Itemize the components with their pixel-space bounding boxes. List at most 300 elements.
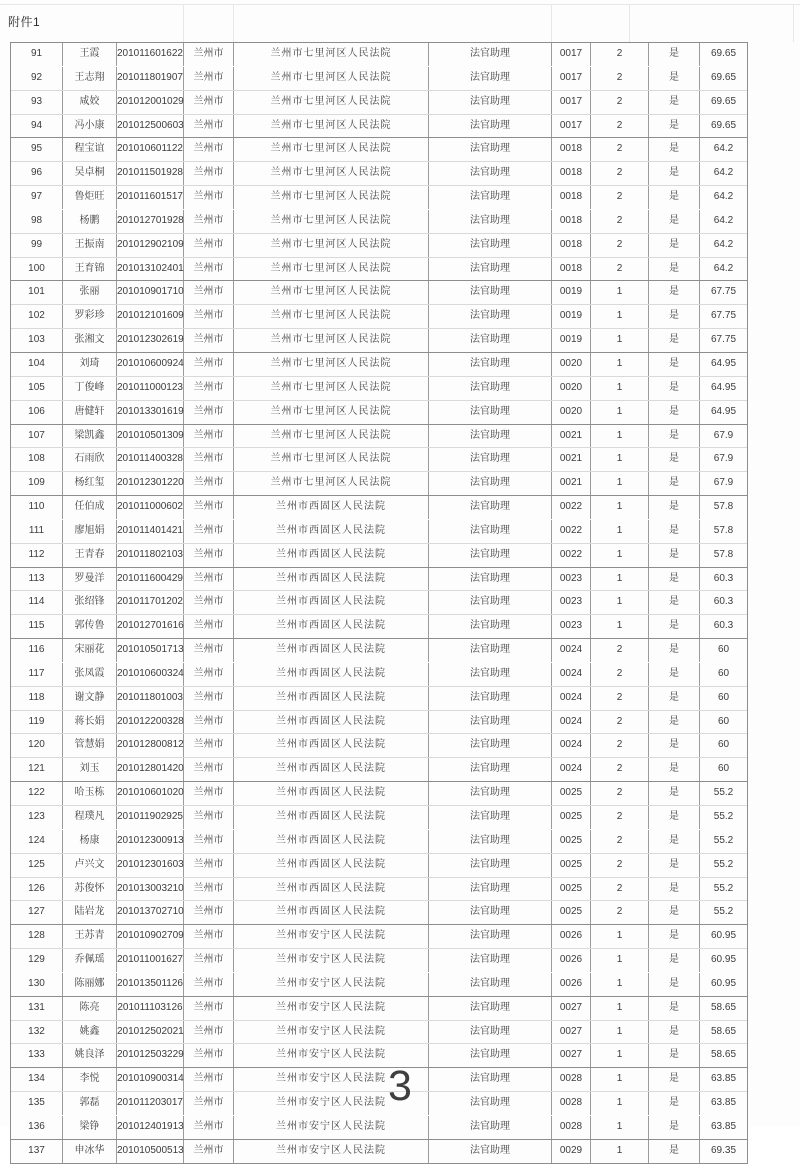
name-cell: 鲁炬旺 xyxy=(63,186,117,209)
interview-flag-cell: 是 xyxy=(649,43,700,66)
interview-flag-cell: 是 xyxy=(649,687,700,710)
exam-number-cell: 201012800812 xyxy=(117,734,184,757)
exam-number-cell: 201011802103 xyxy=(117,544,184,567)
name-cell: 郭传鲁 xyxy=(63,615,117,638)
score-cell: 67.75 xyxy=(710,310,737,322)
openings-cell: 2 xyxy=(591,115,649,138)
score-cell: 69.65 xyxy=(710,71,737,83)
score-cell: 60.3 xyxy=(713,620,734,632)
table-row xyxy=(11,781,747,805)
interview-flag-cell: 是 xyxy=(649,711,700,734)
court-cell: 兰州市西固区人民法院 xyxy=(234,854,429,877)
table-row xyxy=(11,638,747,662)
job-code-cell: 0018 xyxy=(552,162,591,185)
job-code-cell: 0023 xyxy=(552,591,591,614)
row-number-cell: 104 xyxy=(11,353,63,376)
court-cell: 兰州市安宁区人民法院 xyxy=(234,1116,429,1139)
interview-flag-cell: 是 xyxy=(649,401,700,424)
interview-flag-cell: 是 xyxy=(649,782,700,805)
score-cell: 64.95 xyxy=(710,357,737,369)
row-number-cell: 91 xyxy=(11,43,63,66)
city-cell: 兰州市 xyxy=(184,973,234,996)
job-code-cell: 0024 xyxy=(552,663,591,686)
position-cell: 法官助理 xyxy=(429,162,552,185)
openings-cell: 2 xyxy=(591,806,649,829)
exam-number-cell: 201012503229 xyxy=(117,1044,184,1067)
row-number-cell: 92 xyxy=(11,67,63,90)
openings-cell: 1 xyxy=(591,472,649,495)
job-code-cell: 0027 xyxy=(552,1021,591,1044)
interview-flag-cell: 是 xyxy=(649,758,700,781)
table-row xyxy=(11,805,747,829)
position-cell: 法官助理 xyxy=(429,568,552,591)
city-cell: 兰州市 xyxy=(184,1140,234,1163)
city-cell: 兰州市 xyxy=(184,1068,234,1091)
row-number-cell: 134 xyxy=(11,1068,63,1091)
interview-flag-cell: 是 xyxy=(649,1021,700,1044)
city-cell: 兰州市 xyxy=(184,854,234,877)
row-number-cell: 133 xyxy=(11,1044,63,1067)
openings-cell: 1 xyxy=(591,496,649,519)
city-cell: 兰州市 xyxy=(184,91,234,114)
score-cell: 67.9 xyxy=(713,429,734,441)
exam-number-cell: 201011501928 xyxy=(117,162,184,185)
exam-number-cell: 201010601020 xyxy=(117,782,184,805)
position-cell: 法官助理 xyxy=(429,425,552,448)
row-number-cell: 102 xyxy=(11,305,63,328)
openings-cell: 1 xyxy=(591,973,649,996)
position-cell: 法官助理 xyxy=(429,830,552,853)
table-row xyxy=(11,114,747,138)
position-cell: 法官助理 xyxy=(429,448,552,471)
court-cell: 兰州市西固区人民法院 xyxy=(234,663,429,686)
job-code-cell: 0026 xyxy=(552,925,591,948)
exam-number-cell: 201012301220 xyxy=(117,472,184,495)
job-code-cell: 0028 xyxy=(552,1092,591,1115)
court-cell: 兰州市七里河区人民法院 xyxy=(234,353,429,376)
name-cell: 乔佩瑶 xyxy=(63,949,117,972)
openings-cell: 2 xyxy=(591,91,649,114)
openings-cell: 2 xyxy=(591,234,649,257)
table-row xyxy=(11,662,747,686)
table-row xyxy=(11,543,747,567)
city-cell: 兰州市 xyxy=(184,281,234,304)
city-cell: 兰州市 xyxy=(184,496,234,519)
openings-cell: 1 xyxy=(591,1116,649,1139)
position-cell: 法官助理 xyxy=(429,782,552,805)
exam-number-cell: 201011801003 xyxy=(117,687,184,710)
position-cell: 法官助理 xyxy=(429,305,552,328)
city-cell: 兰州市 xyxy=(184,878,234,901)
position-cell: 法官助理 xyxy=(429,901,552,924)
city-cell: 兰州市 xyxy=(184,520,234,543)
job-code-cell: 0018 xyxy=(552,210,591,233)
job-code-cell: 0026 xyxy=(552,949,591,972)
row-number-cell: 113 xyxy=(11,568,63,591)
openings-cell: 1 xyxy=(591,568,649,591)
name-cell: 杨鹏 xyxy=(63,210,117,233)
table-row xyxy=(11,733,747,757)
openings-cell: 1 xyxy=(591,1140,649,1163)
name-cell: 唐健轩 xyxy=(63,401,117,424)
interview-flag-cell: 是 xyxy=(649,115,700,138)
position-cell: 法官助理 xyxy=(429,711,552,734)
openings-cell: 2 xyxy=(591,258,649,281)
table-row xyxy=(11,233,747,257)
table-row xyxy=(11,1043,747,1067)
position-cell: 法官助理 xyxy=(429,91,552,114)
table-row xyxy=(11,257,747,281)
openings-cell: 1 xyxy=(591,544,649,567)
table-row xyxy=(11,853,747,877)
court-cell: 兰州市西固区人民法院 xyxy=(234,734,429,757)
interview-flag-cell: 是 xyxy=(649,901,700,924)
job-code-cell: 0024 xyxy=(552,639,591,662)
table-row xyxy=(11,495,747,519)
row-number-cell: 137 xyxy=(11,1140,63,1163)
court-cell: 兰州市西固区人民法院 xyxy=(234,520,429,543)
table-row xyxy=(11,829,747,853)
score-cell: 55.2 xyxy=(713,787,734,799)
score-cell: 58.65 xyxy=(710,1001,737,1013)
position-cell: 法官助理 xyxy=(429,353,552,376)
table-row xyxy=(11,400,747,424)
row-number-cell: 135 xyxy=(11,1092,63,1115)
row-number-cell: 94 xyxy=(11,115,63,138)
court-cell: 兰州市安宁区人民法院 xyxy=(234,1140,429,1163)
openings-cell: 1 xyxy=(591,353,649,376)
exam-results-table xyxy=(10,42,748,1164)
job-code-cell: 0026 xyxy=(552,973,591,996)
court-cell: 兰州市七里河区人民法院 xyxy=(234,258,429,281)
openings-cell: 2 xyxy=(591,162,649,185)
table-row xyxy=(11,948,747,972)
court-cell: 兰州市七里河区人民法院 xyxy=(234,91,429,114)
interview-flag-cell: 是 xyxy=(649,854,700,877)
court-cell: 兰州市七里河区人民法院 xyxy=(234,115,429,138)
name-cell: 张绍锋 xyxy=(63,591,117,614)
job-code-cell: 0028 xyxy=(552,1068,591,1091)
score-cell: 60 xyxy=(717,763,730,775)
table-row xyxy=(11,686,747,710)
exam-number-cell: 201011701202 xyxy=(117,591,184,614)
name-cell: 廖旭娟 xyxy=(63,520,117,543)
exam-number-cell: 201012701616 xyxy=(117,615,184,638)
name-cell: 宋丽花 xyxy=(63,639,117,662)
openings-cell: 2 xyxy=(591,901,649,924)
interview-flag-cell: 是 xyxy=(649,734,700,757)
row-number-cell: 124 xyxy=(11,830,63,853)
name-cell: 陈丽娜 xyxy=(63,973,117,996)
position-cell: 法官助理 xyxy=(429,854,552,877)
openings-cell: 1 xyxy=(591,615,649,638)
name-cell: 姚良泽 xyxy=(63,1044,117,1067)
exam-number-cell: 201012701928 xyxy=(117,210,184,233)
city-cell: 兰州市 xyxy=(184,1044,234,1067)
score-cell: 55.2 xyxy=(713,858,734,870)
openings-cell: 2 xyxy=(591,758,649,781)
exam-number-cell: 201011103126 xyxy=(117,997,184,1020)
interview-flag-cell: 是 xyxy=(649,591,700,614)
score-cell: 60.3 xyxy=(713,596,734,608)
table-row xyxy=(11,328,747,352)
name-cell: 梁凯鑫 xyxy=(63,425,117,448)
table-row xyxy=(11,424,747,448)
exam-number-cell: 201012902109 xyxy=(117,234,184,257)
court-cell: 兰州市西固区人民法院 xyxy=(234,806,429,829)
openings-cell: 2 xyxy=(591,43,649,66)
name-cell: 丁俊峰 xyxy=(63,377,117,400)
interview-flag-cell: 是 xyxy=(649,1140,700,1163)
job-code-cell: 0023 xyxy=(552,568,591,591)
position-cell: 法官助理 xyxy=(429,496,552,519)
job-code-cell: 0017 xyxy=(552,67,591,90)
exam-number-cell: 201011203017 xyxy=(117,1092,184,1115)
exam-number-cell: 201013102401 xyxy=(117,258,184,281)
position-cell: 法官助理 xyxy=(429,949,552,972)
interview-flag-cell: 是 xyxy=(649,973,700,996)
score-cell: 63.85 xyxy=(710,1120,737,1132)
court-cell: 兰州市七里河区人民法院 xyxy=(234,43,429,66)
exam-number-cell: 201013301619 xyxy=(117,401,184,424)
position-cell: 法官助理 xyxy=(429,1021,552,1044)
openings-cell: 2 xyxy=(591,186,649,209)
openings-cell: 1 xyxy=(591,281,649,304)
row-number-cell: 110 xyxy=(11,496,63,519)
row-number-cell: 117 xyxy=(11,663,63,686)
position-cell: 法官助理 xyxy=(429,520,552,543)
name-cell: 刘玉 xyxy=(63,758,117,781)
exam-number-cell: 201011000602 xyxy=(117,496,184,519)
city-cell: 兰州市 xyxy=(184,186,234,209)
openings-cell: 2 xyxy=(591,663,649,686)
interview-flag-cell: 是 xyxy=(649,305,700,328)
city-cell: 兰州市 xyxy=(184,115,234,138)
job-code-cell: 0018 xyxy=(552,138,591,161)
table-row xyxy=(11,710,747,734)
openings-cell: 2 xyxy=(591,878,649,901)
grid-line-horizontal xyxy=(0,4,800,5)
row-number-cell: 97 xyxy=(11,186,63,209)
court-cell: 兰州市西固区人民法院 xyxy=(234,711,429,734)
position-cell: 法官助理 xyxy=(429,1044,552,1067)
grid-line-vertical xyxy=(183,5,184,42)
position-cell: 法官助理 xyxy=(429,377,552,400)
table-row xyxy=(11,519,747,543)
exam-number-cell: 201013501126 xyxy=(117,973,184,996)
court-cell: 兰州市安宁区人民法院 xyxy=(234,1092,429,1115)
interview-flag-cell: 是 xyxy=(649,353,700,376)
interview-flag-cell: 是 xyxy=(649,568,700,591)
table-row xyxy=(11,972,747,996)
name-cell: 申冰华 xyxy=(63,1140,117,1163)
court-cell: 兰州市西固区人民法院 xyxy=(234,568,429,591)
interview-flag-cell: 是 xyxy=(649,830,700,853)
job-code-cell: 0025 xyxy=(552,782,591,805)
interview-flag-cell: 是 xyxy=(649,520,700,543)
exam-number-cell: 201010500513 xyxy=(117,1140,184,1163)
court-cell: 兰州市西固区人民法院 xyxy=(234,615,429,638)
interview-flag-cell: 是 xyxy=(649,138,700,161)
position-cell: 法官助理 xyxy=(429,138,552,161)
court-cell: 兰州市安宁区人民法院 xyxy=(234,925,429,948)
position-cell: 法官助理 xyxy=(429,997,552,1020)
interview-flag-cell: 是 xyxy=(649,806,700,829)
name-cell: 杨康 xyxy=(63,830,117,853)
job-code-cell: 0018 xyxy=(552,258,591,281)
job-code-cell: 0019 xyxy=(552,305,591,328)
job-code-cell: 0024 xyxy=(552,758,591,781)
name-cell: 杨红玺 xyxy=(63,472,117,495)
name-cell: 哈玉栋 xyxy=(63,782,117,805)
table-row xyxy=(11,1067,747,1091)
job-code-cell: 0025 xyxy=(552,901,591,924)
position-cell: 法官助理 xyxy=(429,329,552,352)
table-row xyxy=(11,90,747,114)
row-number-cell: 123 xyxy=(11,806,63,829)
score-cell: 64.95 xyxy=(710,381,737,393)
name-cell: 罗彩珍 xyxy=(63,305,117,328)
openings-cell: 1 xyxy=(591,997,649,1020)
interview-flag-cell: 是 xyxy=(649,67,700,90)
table-row xyxy=(11,280,747,304)
exam-number-cell: 201011600429 xyxy=(117,568,184,591)
row-number-cell: 129 xyxy=(11,949,63,972)
name-cell: 陈亮 xyxy=(63,997,117,1020)
court-cell: 兰州市西固区人民法院 xyxy=(234,758,429,781)
city-cell: 兰州市 xyxy=(184,234,234,257)
row-number-cell: 128 xyxy=(11,925,63,948)
interview-flag-cell: 是 xyxy=(649,663,700,686)
city-cell: 兰州市 xyxy=(184,949,234,972)
table-row xyxy=(11,447,747,471)
court-cell: 兰州市西固区人民法院 xyxy=(234,687,429,710)
name-cell: 石雨欣 xyxy=(63,448,117,471)
name-cell: 梁铮 xyxy=(63,1116,117,1139)
exam-number-cell: 201010501713 xyxy=(117,639,184,662)
position-cell: 法官助理 xyxy=(429,1092,552,1115)
row-number-cell: 111 xyxy=(11,520,63,543)
job-code-cell: 0024 xyxy=(552,687,591,710)
court-cell: 兰州市西固区人民法院 xyxy=(234,878,429,901)
city-cell: 兰州市 xyxy=(184,401,234,424)
row-number-cell: 101 xyxy=(11,281,63,304)
row-number-cell: 98 xyxy=(11,210,63,233)
position-cell: 法官助理 xyxy=(429,472,552,495)
score-cell: 69.65 xyxy=(710,95,737,107)
interview-flag-cell: 是 xyxy=(649,472,700,495)
job-code-cell: 0025 xyxy=(552,830,591,853)
court-cell: 兰州市西固区人民法院 xyxy=(234,591,429,614)
openings-cell: 2 xyxy=(591,854,649,877)
court-cell: 兰州市七里河区人民法院 xyxy=(234,138,429,161)
openings-cell: 1 xyxy=(591,305,649,328)
position-cell: 法官助理 xyxy=(429,734,552,757)
court-cell: 兰州市西固区人民法院 xyxy=(234,544,429,567)
job-code-cell: 0022 xyxy=(552,496,591,519)
openings-cell: 1 xyxy=(591,425,649,448)
interview-flag-cell: 是 xyxy=(649,949,700,972)
city-cell: 兰州市 xyxy=(184,925,234,948)
name-cell: 吴卓桐 xyxy=(63,162,117,185)
position-cell: 法官助理 xyxy=(429,925,552,948)
name-cell: 任伯成 xyxy=(63,496,117,519)
exam-number-cell: 201012200328 xyxy=(117,711,184,734)
score-cell: 67.75 xyxy=(710,286,737,298)
row-number-cell: 116 xyxy=(11,639,63,662)
city-cell: 兰州市 xyxy=(184,1116,234,1139)
row-number-cell: 121 xyxy=(11,758,63,781)
city-cell: 兰州市 xyxy=(184,901,234,924)
row-number-cell: 112 xyxy=(11,544,63,567)
city-cell: 兰州市 xyxy=(184,711,234,734)
exam-number-cell: 201010501309 xyxy=(117,425,184,448)
openings-cell: 2 xyxy=(591,782,649,805)
exam-number-cell: 201010901710 xyxy=(117,281,184,304)
name-cell: 管慧娟 xyxy=(63,734,117,757)
name-cell: 张湘文 xyxy=(63,329,117,352)
row-number-cell: 136 xyxy=(11,1116,63,1139)
openings-cell: 1 xyxy=(591,520,649,543)
openings-cell: 1 xyxy=(591,591,649,614)
score-cell: 69.65 xyxy=(710,119,737,131)
city-cell: 兰州市 xyxy=(184,663,234,686)
table-row xyxy=(11,66,747,90)
court-cell: 兰州市七里河区人民法院 xyxy=(234,401,429,424)
court-cell: 兰州市七里河区人民法院 xyxy=(234,234,429,257)
score-cell: 64.2 xyxy=(713,238,734,250)
interview-flag-cell: 是 xyxy=(649,448,700,471)
city-cell: 兰州市 xyxy=(184,138,234,161)
row-number-cell: 109 xyxy=(11,472,63,495)
position-cell: 法官助理 xyxy=(429,210,552,233)
exam-number-cell: 201011400328 xyxy=(117,448,184,471)
position-cell: 法官助理 xyxy=(429,401,552,424)
position-cell: 法官助理 xyxy=(429,806,552,829)
page-number: 3 xyxy=(388,1062,412,1110)
name-cell: 王振南 xyxy=(63,234,117,257)
job-code-cell: 0025 xyxy=(552,806,591,829)
interview-flag-cell: 是 xyxy=(649,210,700,233)
openings-cell: 1 xyxy=(591,377,649,400)
exam-number-cell: 201011601517 xyxy=(117,186,184,209)
court-cell: 兰州市七里河区人民法院 xyxy=(234,305,429,328)
row-number-cell: 120 xyxy=(11,734,63,757)
position-cell: 法官助理 xyxy=(429,1116,552,1139)
score-cell: 55.2 xyxy=(713,834,734,846)
job-code-cell: 0022 xyxy=(552,520,591,543)
city-cell: 兰州市 xyxy=(184,1092,234,1115)
row-number-cell: 115 xyxy=(11,615,63,638)
score-cell: 55.2 xyxy=(713,811,734,822)
score-cell: 55.2 xyxy=(713,882,734,894)
city-cell: 兰州市 xyxy=(184,43,234,66)
score-cell: 64.2 xyxy=(713,262,734,274)
score-cell: 60 xyxy=(717,715,730,727)
score-cell: 63.85 xyxy=(710,1097,737,1109)
score-cell: 60 xyxy=(717,644,730,656)
interview-flag-cell: 是 xyxy=(649,281,700,304)
grid-line-vertical xyxy=(629,5,630,42)
score-cell: 67.75 xyxy=(710,334,737,346)
court-cell: 兰州市七里河区人民法院 xyxy=(234,425,429,448)
city-cell: 兰州市 xyxy=(184,544,234,567)
name-cell: 罗曼洋 xyxy=(63,568,117,591)
name-cell: 程宝谊 xyxy=(63,138,117,161)
exam-number-cell: 201012302619 xyxy=(117,329,184,352)
table-row xyxy=(11,304,747,328)
exam-number-cell: 201013702710 xyxy=(117,901,184,924)
